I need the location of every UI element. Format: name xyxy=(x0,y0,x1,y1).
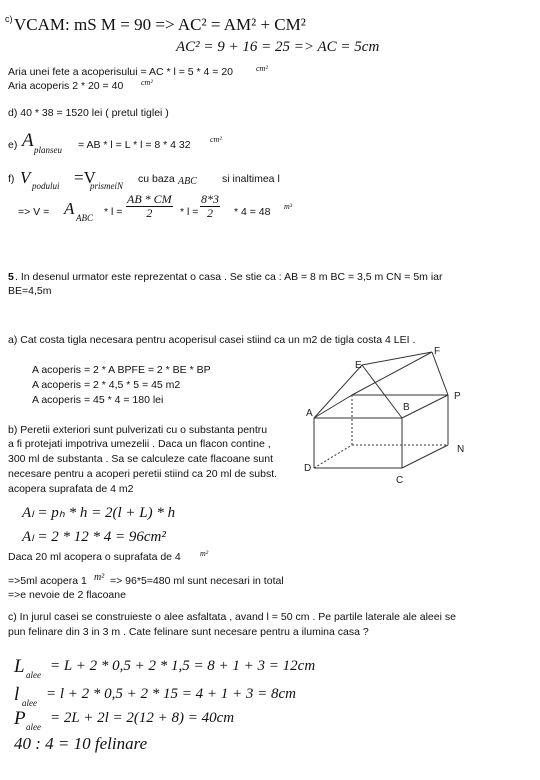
roof-f-back xyxy=(352,352,432,395)
alley-length-symbol: L xyxy=(14,656,25,677)
part-e-text: = AB * l = L * l = 8 * 4 32 xyxy=(78,139,191,151)
label-a: A xyxy=(306,408,313,419)
label-c: C xyxy=(396,475,404,486)
edge-hidden-base xyxy=(314,445,352,468)
part-b-line3: 300 ml de substanta . Sa se calculeze cate flacoane sunt xyxy=(8,453,273,465)
roof-total-area: Aria acoperis 2 * 20 = 40 xyxy=(8,80,124,92)
fraction-8-3-numerator: 8*3 xyxy=(201,192,219,206)
roof-fp xyxy=(432,352,448,395)
alley-length-formula: = L + 2 * 0,5 + 2 * 1,5 = 8 + 1 + 3 = 12cm xyxy=(50,658,316,674)
label-b: B xyxy=(403,402,410,413)
part-b-line1: b) Peretii exteriori sunt pulverizati cu o substanta pentru xyxy=(8,424,268,436)
problem-statement-line1: . In desenul urmator este reprezentat o casa . Se stie ca : AB = 8 m BC = 3,5 m CN = 5m iar xyxy=(15,271,443,283)
roof-ef xyxy=(362,352,432,365)
multiply-l-1: * l = xyxy=(104,206,123,218)
alley-width-symbol: l xyxy=(14,684,20,705)
volume-result: * 4 = 48 xyxy=(234,206,271,218)
roof-eb xyxy=(362,365,402,418)
part-a-question: a) Cat costa tigla necesara pentru acoperisul casei stiind ca un m2 de tigla costa 4 LEI . xyxy=(8,334,416,346)
part-c-line2: pun felinare din 3 in 3 m . Cate felinare sunt necesare pentru a ilumina casa ? xyxy=(8,626,369,638)
height-text: si inaltimea l xyxy=(222,173,280,185)
label-e: E xyxy=(355,360,362,371)
house-diagram xyxy=(300,340,480,490)
problem-statement-line2: BE=4,5m xyxy=(8,285,52,297)
alley-perimeter-formula: = 2L + 2l = 2(12 + 8) = 40cm xyxy=(50,710,235,726)
volume-symbol: V xyxy=(20,168,31,187)
part-b-line5: acopera suprafata de 4 m2 xyxy=(8,483,134,495)
part-a-line2: A acoperis = 2 * 4,5 * 5 = 45 m2 xyxy=(32,379,181,391)
fraction-8-3-denominator: 2 xyxy=(207,206,213,220)
fraction-ab-cm-numerator: AB * CM xyxy=(127,192,172,206)
prism-subscript: prismeiN xyxy=(90,181,124,191)
roof-total-unit: cm² xyxy=(141,78,153,87)
problem-number: 5 xyxy=(8,271,14,283)
triangle-label: VCAM: xyxy=(14,15,70,34)
alley-length-subscript: alee xyxy=(26,670,41,680)
roof-ae xyxy=(314,365,362,418)
five-ml-statement: =>5ml acopera 1 xyxy=(8,575,87,587)
lamps-result: 40 : 4 = 10 felinare xyxy=(14,734,148,753)
fraction-ab-cm xyxy=(126,193,173,220)
label-d: D xyxy=(304,463,312,474)
roof-face-area: Aria unei fete a acoperisului = AC * l = 5 * 4 = 20 xyxy=(8,66,234,78)
alley-perimeter-subscript: alee xyxy=(26,722,41,732)
abc-area-subscript: ABC xyxy=(76,213,93,223)
alley-perimeter-symbol: P xyxy=(14,708,26,729)
edge-a-back xyxy=(314,395,352,418)
coverage-unit: m² xyxy=(200,549,209,558)
edge-cn xyxy=(402,445,448,468)
alley-width-subscript: alee xyxy=(22,698,37,708)
volume-arrow: => V = xyxy=(18,206,50,218)
part-d-line: d) 40 * 38 = 1520 lei ( pretul tiglei ) xyxy=(8,107,169,119)
area-subscript: planseu xyxy=(34,145,62,155)
part-e-unit: cm² xyxy=(210,135,222,144)
fraction-8-3 xyxy=(200,193,220,220)
ac-computation: AC² = 9 + 16 = 25 => AC = 5cm xyxy=(176,39,380,55)
label-f: F xyxy=(434,346,441,357)
roof-face-unit: cm² xyxy=(256,64,268,73)
lateral-area-value: Aₗ = 2 * 12 * 4 = 96cm² xyxy=(22,529,166,545)
part-c-line1: c) In jurul casei se construieste o alee asfaltata , avand l = 50 cm . Pe partile laterale ale aleei se xyxy=(8,611,456,623)
part-b-line4: necesare pentru a acoperi peretii stiind ca 20 ml de subst. xyxy=(8,468,278,480)
prism-equals: =V xyxy=(74,168,96,187)
five-ml-result: => 96*5=480 ml sunt necesari in total xyxy=(110,575,284,587)
part-e-prefix: e) xyxy=(8,139,18,151)
five-ml-unit: m² xyxy=(94,572,105,583)
part-f-prefix: f) xyxy=(8,173,15,185)
fraction-ab-cm-denominator: 2 xyxy=(146,206,153,220)
volume-unit: m³ xyxy=(284,202,293,211)
right-angle-equation: mS M = 90 => AC² = AM² + CM² xyxy=(74,15,306,34)
alley-width-formula: = l + 2 * 0,5 + 2 * 15 = 4 + 1 + 3 = 8cm xyxy=(46,686,297,702)
area-symbol: A xyxy=(22,130,34,151)
part-c-prefix: c) xyxy=(5,14,13,24)
base-abc-subscript: ABC xyxy=(178,176,197,187)
volume-subscript: podului xyxy=(32,181,60,191)
cu-baza-text: cu baza xyxy=(138,173,175,185)
multiply-l-2: * l = xyxy=(180,206,199,218)
coverage-statement: Daca 20 ml acopera o suprafata de 4 xyxy=(8,551,181,563)
flacons-needed: =>e nevoie de 2 flacoane xyxy=(8,589,126,601)
part-b-line2: a fi protejati impotriva umezelii . Daca un flacon contine , xyxy=(8,438,271,450)
part-a-line1: A acoperis = 2 * A BPFE = 2 * BE * BP xyxy=(32,364,211,376)
part-a-line3: A acoperis = 45 * 4 = 180 lei xyxy=(32,394,164,406)
label-p: P xyxy=(454,391,461,402)
label-n: N xyxy=(457,444,465,455)
abc-area-symbol: A xyxy=(64,199,75,218)
lateral-area-formula: Aₗ = pₕ * h = 2(l + L) * h xyxy=(22,505,176,521)
